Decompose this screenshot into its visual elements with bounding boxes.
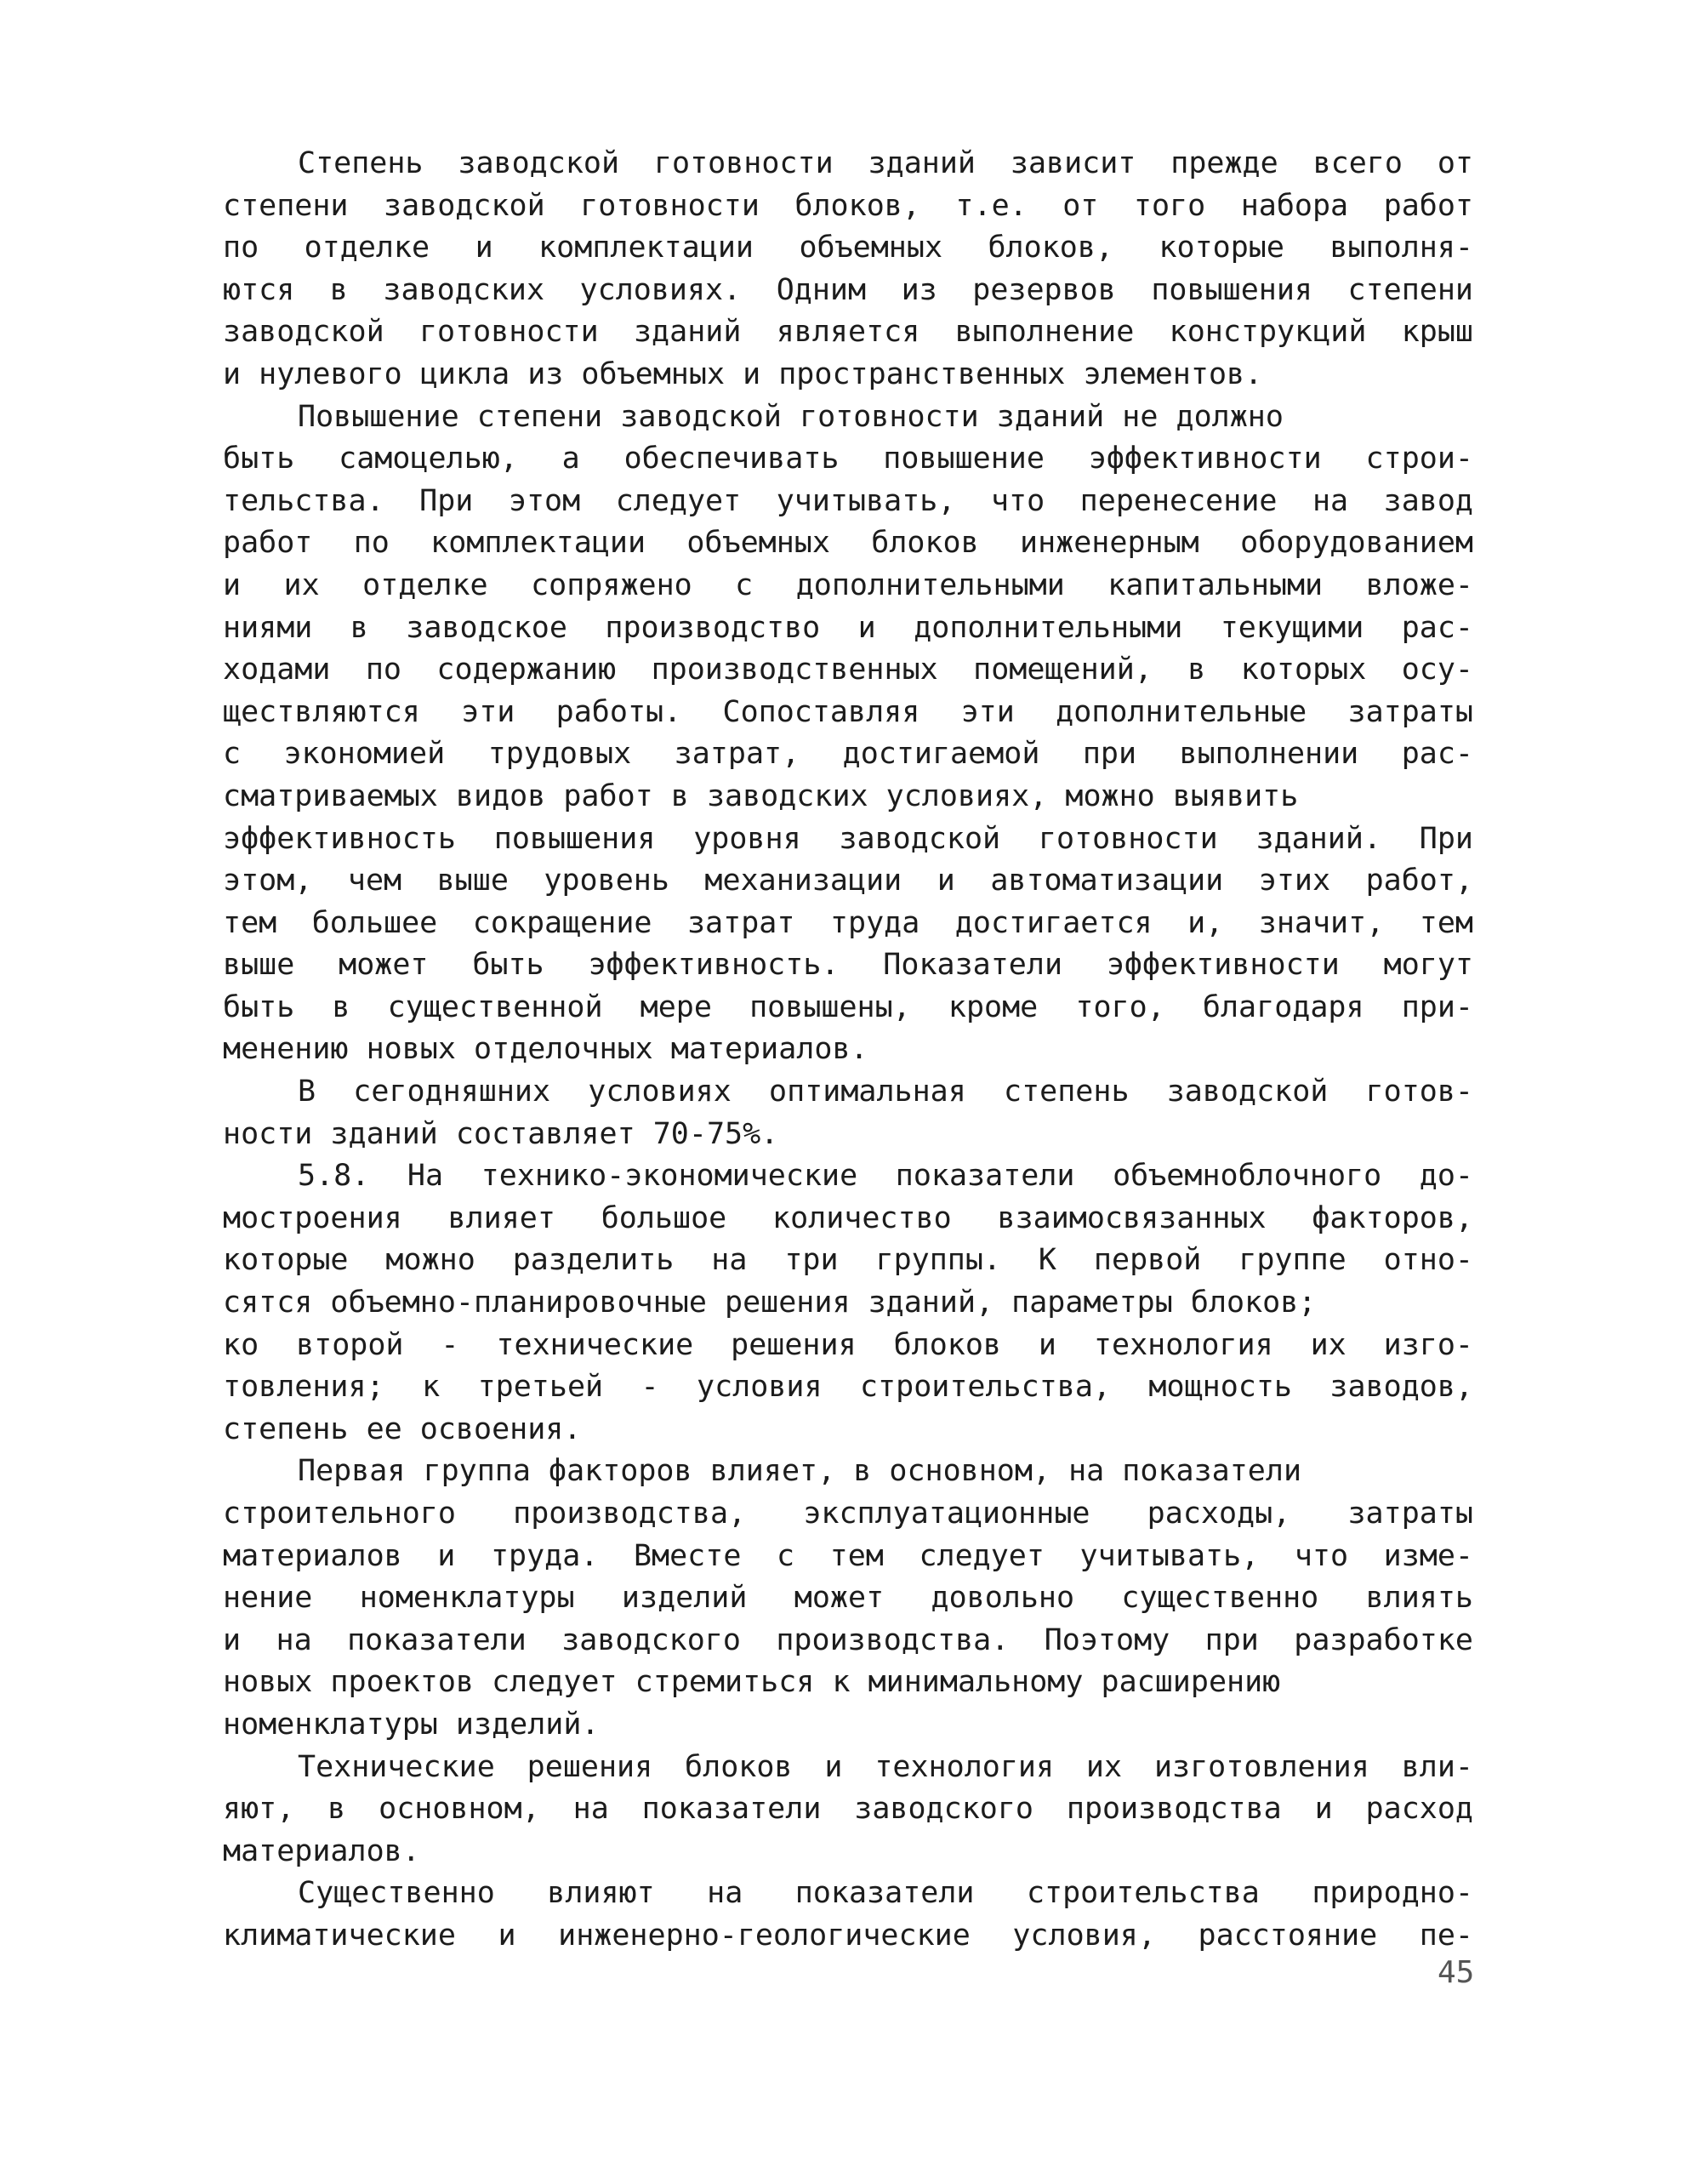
text-line: эффективность повышения уровня заводской готовности зданий. При [223,821,1473,856]
text-line: степень ее освоения. [223,1411,582,1446]
text-line: мостроения влияет большое количество взаимосвязанных факторов, [223,1200,1473,1235]
text-line: по отделке и комплектации объемных блоков, которые выполня- [223,231,1473,265]
text-line: этом, чем выше уровень механизации и автоматизации этих работ, [223,864,1473,898]
text-line: 5.8. На технико-экономические показатели объемноблочного до- [298,1159,1473,1194]
text-line: сятся объемно-планировочные решения зданий, параметры блоков; [223,1286,1317,1320]
text-line: Повышение степени заводской готовности зданий не должно [298,399,1284,434]
text-line: В сегодняшних условиях оптимальная степень заводской готов- [298,1075,1473,1109]
text-line: ниями в заводское производство и дополнительными текущими рас- [223,610,1473,645]
text-line: ко второй - технические решения блоков и технология их изго- [223,1327,1473,1362]
text-line: и нулевого цикла из объемных и пространственных элементов. [223,356,1263,391]
text-line: быть самоцелью, а обеспечивать повышение эффективности строи- [223,442,1473,476]
text-line: степени заводской готовности блоков, т.е. от того набора работ [223,188,1473,223]
text-line: новых проектов следует стремиться к минимальному расширению [223,1665,1281,1700]
text-line: Существенно влияют на показатели строительства природно- [298,1876,1473,1911]
text-line: которые можно разделить на три группы. К первой группе отно- [223,1243,1473,1278]
body-text [223,143,1473,1958]
text-line: строительного производства, эксплуатационные расходы, затраты [223,1497,1473,1531]
text-line: товления; к третьей - условия строительства, мощность заводов, [223,1370,1473,1405]
text-line: нение номенклатуры изделий может довольно существенно влиять [223,1581,1473,1616]
text-line: ности зданий составляет 70-75%. [223,1116,779,1151]
text-line: и их отделке сопряжено с дополнительными капитальными вложе- [223,567,1473,602]
text-line: ются в заводских условиях. Одним из резервов повышения степени [223,272,1473,307]
text-line: Технические решения блоков и технология их изготовления вли- [298,1749,1473,1784]
text-line: и на показатели заводского производства. Поэтому при разработке [223,1622,1473,1657]
text-line: сматриваемых видов работ в заводских условиях, можно выявить [223,778,1299,813]
page-number: 45 [1438,1955,1475,1990]
text-line: Первая группа факторов влияет, в основном, на показатели [298,1454,1302,1489]
text-line: работ по комплектации объемных блоков инженерным оборудованием [223,526,1473,561]
text-line: номенклатуры изделий. [223,1707,600,1742]
text-line: менению новых отделочных материалов. [223,1032,868,1067]
text-line: с экономией трудовых затрат, достигаемой при выполнении рас- [223,737,1473,772]
text-line: тем большее сокращение затрат труда достигается и, значит, тем [223,905,1473,940]
text-line: быть в существенной мере повышены, кроме того, благодаря при- [223,989,1473,1024]
text-line: Степень заводской готовности зданий зависит прежде всего от [298,146,1473,180]
text-line: материалов. [223,1833,420,1868]
text-line: ходами по содержанию производственных помещений, в которых осу- [223,653,1473,687]
text-line: яют, в основном, на показатели заводского производства и расход [223,1792,1473,1827]
text-line: выше может быть эффективность. Показатели эффективности могут [223,948,1473,983]
text-line: тельства. При этом следует учитывать, что перенесение на завод [223,483,1473,518]
text-line: заводской готовности зданий является выполнение конструкций крыш [223,315,1473,350]
text-line: климатические и инженерно-геологические условия, расстояние пе- [223,1918,1473,1953]
text-line: ществляются эти работы. Сопоставляя эти дополнительные затраты [223,694,1473,729]
text-line: материалов и труда. Вместе с тем следует учитывать, что изме- [223,1538,1473,1573]
